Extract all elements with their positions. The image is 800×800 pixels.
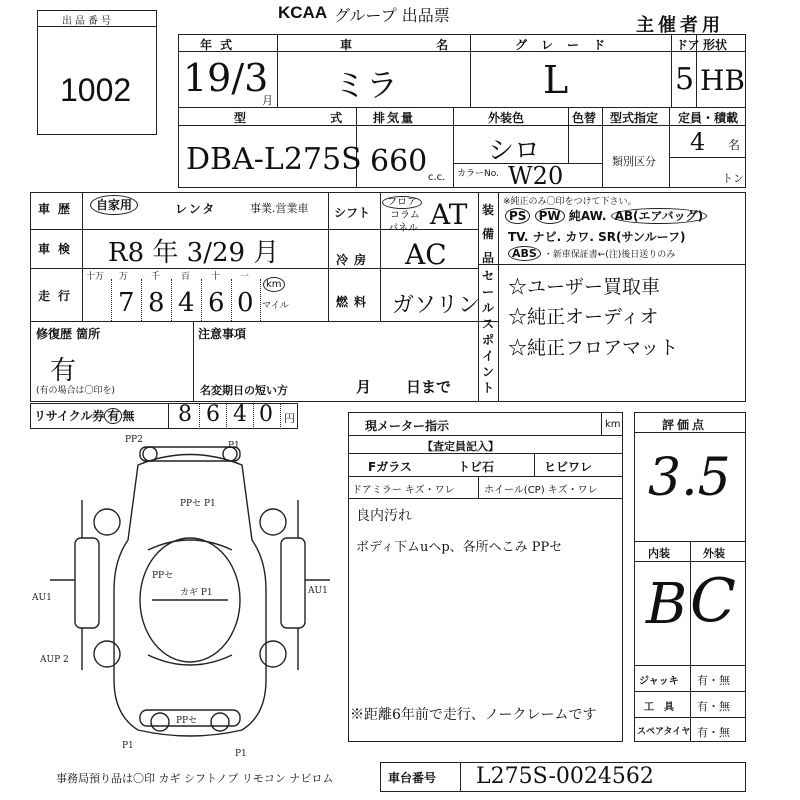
grade-value: L [543, 58, 569, 102]
deadline-month: 月 [356, 378, 372, 396]
mileage-digit: 0 [237, 288, 254, 318]
tools-label: 工具 [644, 702, 684, 713]
diagram-mark: PPセ [176, 716, 198, 726]
month-unit: 月 [262, 94, 273, 107]
mileage-digit: 6 [208, 288, 225, 318]
car-body-diagram [30, 430, 350, 765]
equipment-note: ※純正のみ〇印をつけて下さい。 [503, 197, 637, 207]
digit-header: 十万 [86, 272, 105, 282]
spare-tire-label: スペアタイヤ [637, 727, 691, 737]
recycle-digit: 0 [259, 402, 273, 427]
spare-tire-value: 有・無 [697, 726, 730, 739]
doors-value: 5 [675, 62, 695, 97]
digit-header: 万 [119, 272, 129, 282]
kcaa-logo: KCAA [278, 3, 328, 22]
notes-label: 注意事項 [198, 327, 247, 341]
sheet-title: グループ 出品票 [334, 6, 450, 25]
diagram-mark: AU1 [32, 593, 52, 603]
remark-line: 良内汚れ [356, 508, 412, 524]
mileage-digit: 4 [178, 288, 195, 318]
private-use-option: 自家用 [90, 196, 138, 213]
year-label: 年 式 [200, 38, 235, 52]
grade-score-value: 3.5 [648, 448, 731, 508]
shaken-value: R8 年 3/29 月 [108, 238, 280, 268]
car-name-value: ミラ [334, 66, 399, 104]
equipment-row-2: TV. ナビ. カワ. SR(サンルーフ) [508, 230, 686, 244]
diagram-mark: P1 [228, 441, 240, 451]
abs-option: ABS [508, 246, 541, 261]
grade-label: グレード [515, 38, 620, 52]
repaint-label: 色替 [572, 111, 597, 125]
fuel-value: ガソリン [392, 293, 481, 318]
inspector-footnote: ※距離6年前で走行、ノークレームです [350, 707, 597, 723]
displacement-value: 660 [370, 144, 428, 179]
body-label: 形状 [703, 38, 728, 52]
type-designation-label: 型式指定 [610, 111, 659, 125]
color-code-value: W20 [508, 162, 564, 190]
inspector-title: 【査定員記入】 [422, 440, 499, 453]
mirror-label: ドアミラー キズ・ワレ [352, 485, 455, 496]
diagram-mark: PPセ P1 [180, 499, 216, 509]
color-label: 外装色 [488, 111, 525, 125]
km-unit: km [263, 279, 285, 290]
digit-header: 十 [211, 272, 221, 282]
diagram-mark: PP2 [125, 435, 143, 445]
mileage-digit: 7 [118, 288, 135, 318]
jack-value: 有・無 [697, 674, 730, 687]
equipment-label: 装備品 [482, 203, 495, 265]
interior-value: B [646, 572, 688, 637]
recycle-digit: 4 [233, 402, 247, 427]
yen-unit: 円 [284, 412, 295, 425]
glass-label: Fガラス [368, 460, 412, 474]
car-name-label: 車 名 [340, 38, 489, 52]
deadline-day: 日まで [406, 378, 452, 396]
diagram-mark: カギ P1 [180, 588, 213, 598]
model-value: DBA-L275S [186, 142, 362, 177]
sales-point-label: セールスポイント [482, 269, 495, 395]
displacement-label: 排気量 [373, 111, 416, 125]
digit-header: 千 [151, 272, 161, 282]
airbag-option: AB(エアバッグ) [611, 208, 707, 224]
exterior-label: 外装 [703, 547, 725, 560]
aw-option: 純AW. [568, 209, 607, 223]
sales-point-item: ☆純正オーディオ [508, 306, 659, 328]
ac-value: AC [405, 238, 447, 271]
wheel-label: ホイール(CP) キズ・ワレ [484, 485, 598, 496]
repair-value: 有 [50, 356, 77, 386]
capacity-label: 定員・積載 [678, 111, 739, 125]
ps-option: PS [505, 208, 530, 224]
diagram-mark: P1 [122, 741, 134, 751]
commercial-option: 事業.営業車 [250, 202, 309, 215]
remark-line: ボディ下ムuヘp、各所ヘこみ PPセ [356, 540, 563, 555]
category-label: 類別区分 [612, 155, 656, 168]
capacity-unit: 名 [728, 138, 741, 152]
pw-option: PW [535, 208, 565, 224]
fuel-label: 燃料 [336, 295, 373, 309]
body-value: HB [700, 64, 745, 97]
equipment-row-3: ABS ・新車保証書←(注)後日送りのみ [508, 247, 675, 260]
equipment-row-1 [505, 207, 707, 224]
digit-header: 一 [240, 272, 250, 282]
tonnage-unit: トン [722, 172, 744, 185]
doors-label: ドア [676, 38, 700, 52]
diagram-mark: AUP 2 [40, 655, 69, 665]
tools-value: 有・無 [697, 700, 730, 713]
lot-number-value: 1002 [60, 72, 132, 108]
meter-km-unit: km [605, 419, 621, 430]
model-label: 型 式 [234, 111, 383, 125]
glass-chip-option: トビ石 [458, 460, 495, 474]
glass-crack-option: ヒビワレ [544, 460, 593, 474]
sales-point-item: ☆純正フロアマット [508, 337, 679, 359]
sales-point-item: ☆ユーザー買取車 [508, 276, 661, 298]
mileage-label: 走行 [38, 289, 79, 303]
exterior-value: C [690, 566, 736, 636]
diagram-mark: P1 [235, 749, 247, 759]
keys-note: 事務局預り品は〇印 カギ シフトノブ リモコン ナビロム [56, 772, 334, 785]
repair-label: 修復歴 箇所 [36, 327, 101, 341]
shift-value: AT [430, 198, 468, 231]
shift-column-option: コラム [390, 210, 420, 221]
recycle-digit: 6 [206, 402, 220, 427]
ac-label: 冷房 [336, 253, 373, 267]
shift-floor-option: フロア [382, 193, 422, 208]
capacity-value: 4 [690, 128, 706, 156]
mileage-digit: 8 [148, 288, 165, 318]
diagram-mark: AU1 [308, 586, 328, 596]
cc-unit: c.c. [428, 172, 446, 183]
recycle-label: リサイクル券 有 無 [34, 409, 135, 423]
color-code-label: カラーNo. [457, 169, 499, 179]
repair-note: (有の場合は〇印を) [36, 386, 116, 396]
lot-number-label: 出品番号 [62, 16, 114, 27]
mile-unit: マイル [262, 301, 289, 311]
digit-header: 百 [181, 272, 191, 282]
recycle-digit: 8 [178, 402, 192, 427]
sponsor-use-label: 主催者用 [636, 15, 724, 36]
meter-label: 現メーター指示 [365, 419, 450, 433]
color-value: シロ [488, 136, 541, 166]
chassis-value: L275S-0024562 [476, 764, 654, 789]
interior-label: 内装 [648, 547, 670, 560]
history-label: 車歴 [38, 202, 79, 216]
shaken-label: 車検 [38, 242, 79, 256]
shift-panel-option: パネル [388, 223, 418, 234]
year-value: 19/3 [183, 56, 269, 100]
jack-label: ジャッキ [639, 676, 679, 687]
deadline-label: 名変期日の短い方 [200, 384, 288, 397]
grade-score-label: 評価点 [662, 418, 708, 432]
diagram-mark: PPセ [152, 571, 174, 581]
chassis-label: 車台番号 [388, 771, 437, 785]
rental-option: レンタ [175, 202, 217, 216]
shift-label: シフト [334, 206, 371, 220]
